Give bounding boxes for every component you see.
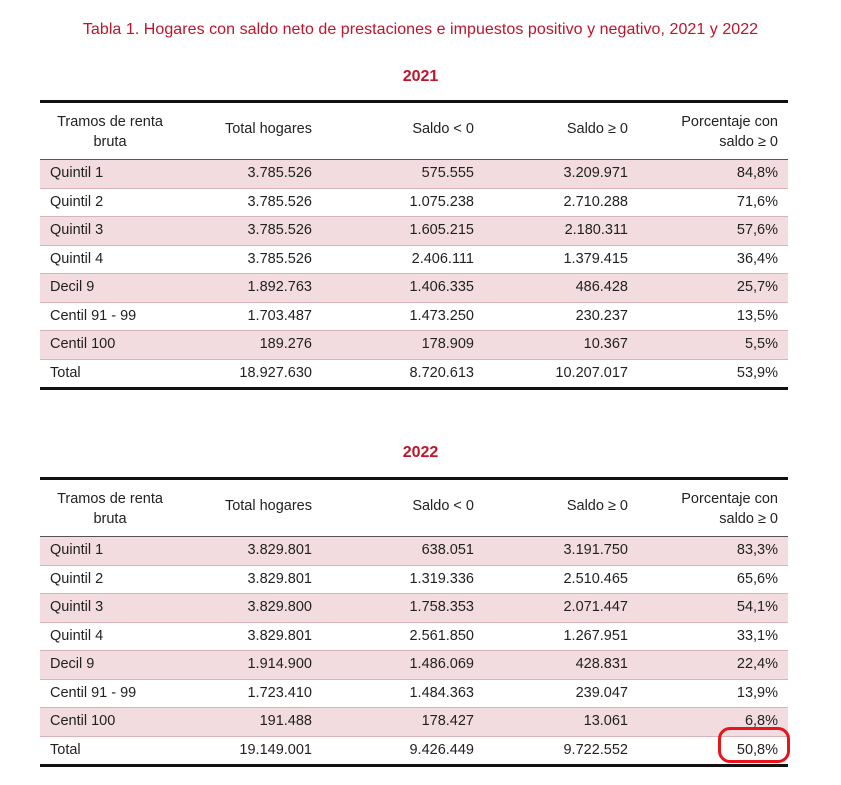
cell-saldo-positivo: 10.367 [583,336,628,352]
cell-porcentaje: 57,6% [736,222,778,238]
header-total-hogares: Total hogares [224,121,312,137]
cell-tramo: Quintil 3 [50,222,104,238]
table-row [40,160,788,189]
table-row [40,566,788,595]
cell-tramo: Quintil 1 [50,542,104,558]
table-row [40,331,788,360]
header-total-hogares: Total hogares [224,498,312,514]
cell-saldo-positivo: 9.722.552 [563,741,628,758]
cell-porcentaje: 13,5% [736,307,778,324]
cell-total-hogares: 3.829.800 [247,599,312,615]
cell-porcentaje: 83,3% [736,542,778,558]
table-title: Tabla 1. Hogares con saldo neto de prestaciones e impuestos positivo y negativo, 2021 y 2022 [82,21,759,38]
cell-total-hogares: 3.785.526 [247,250,312,267]
cell-total-hogares: 1.914.900 [247,656,312,672]
header-porcentaje [640,112,778,152]
cell-porcentaje: 33,1% [736,627,778,644]
cell-total-hogares: 1.703.487 [247,307,312,324]
cell-saldo-negativo: 1.075.238 [409,193,474,210]
cell-saldo-negativo: 1.484.363 [409,684,474,701]
cell-total-hogares: 191.488 [259,713,312,729]
cell-saldo-negativo: 1.486.069 [409,656,474,672]
header-tramos-line2: bruta [93,134,127,150]
cell-porcentaje: 71,6% [736,193,778,210]
header-porcentaje-line2: saldo ≥ 0 [719,134,778,150]
table-row [40,217,788,246]
cell-saldo-negativo: 575.555 [421,165,474,181]
table-row [40,189,788,218]
cell-porcentaje: 13,9% [736,684,778,701]
cell-saldo-negativo: 1.473.250 [409,307,474,324]
cell-total-hogares: 3.785.526 [247,222,312,238]
total-row [40,360,788,388]
cell-saldo-positivo: 239.047 [575,684,628,701]
table-row [40,274,788,303]
cell-total-hogares: 19.149.001 [239,741,312,758]
cell-total-hogares: 189.276 [259,336,312,352]
cell-porcentaje: 54,1% [736,599,778,615]
cell-porcentaje: 6,8% [744,713,778,729]
table-row [40,537,788,566]
cell-saldo-positivo: 428.831 [575,656,628,672]
table-row [40,651,788,680]
table-row [40,708,788,737]
cell-tramo: Centil 91 - 99 [50,684,137,701]
cell-saldo-negativo: 8.720.613 [409,364,474,381]
cell-total-hogares: 3.785.526 [247,165,312,181]
cell-saldo-negativo: 2.406.111 [411,250,474,267]
cell-total-hogares: 3.829.801 [247,627,312,644]
header-tramos-line1: Tramos de renta [57,491,163,507]
cell-saldo-positivo: 3.209.971 [563,165,628,181]
cell-total-hogares: 3.829.801 [247,570,312,587]
cell-total-hogares: 3.785.526 [247,193,312,210]
header-porcentaje-line1: Porcentaje con [681,491,778,507]
cell-total-hogares: 1.892.763 [247,279,312,295]
header-tramos [40,489,180,529]
cell-saldo-negativo: 1.758.353 [409,599,474,615]
cell-saldo-negativo: 1.319.336 [409,570,474,587]
table-row [40,680,788,709]
cell-saldo-positivo: 2.180.311 [564,222,628,238]
total-row [40,737,788,765]
cell-saldo-positivo: 2.071.447 [563,599,628,615]
header-saldo-negativo: Saldo < 0 [412,121,474,137]
cell-tramo: Quintil 4 [50,627,104,644]
cell-saldo-positivo: 230.237 [575,307,628,324]
table-header [40,103,788,160]
table-body [40,537,788,764]
cell-porcentaje: 25,7% [736,279,778,295]
header-tramos-line1: Tramos de renta [57,114,163,130]
table-row [40,246,788,275]
cell-saldo-positivo: 1.267.951 [563,627,628,644]
cell-saldo-positivo: 3.191.750 [563,542,628,558]
table-header [40,480,788,537]
cell-saldo-negativo: 638.051 [421,542,474,558]
header-saldo-negativo: Saldo < 0 [412,498,474,514]
header-tramos [40,112,180,152]
cell-porcentaje: 5,5% [744,336,778,352]
cell-porcentaje: 65,6% [736,570,778,587]
cell-saldo-negativo: 178.909 [421,336,474,352]
cell-tramo: Total [50,364,81,381]
table-row [40,303,788,332]
cell-tramo: Quintil 2 [50,570,104,587]
cell-tramo: Centil 91 - 99 [50,307,137,324]
year-heading-2022: 2022 [402,444,439,461]
header-saldo-positivo: Saldo ≥ 0 [566,498,628,514]
cell-saldo-negativo: 1.406.335 [409,279,474,295]
cell-total-hogares: 18.927.630 [239,364,312,381]
cell-porcentaje: 36,4% [736,250,778,267]
data-table-2022 [40,477,788,767]
table-row [40,594,788,623]
cell-porcentaje: 50,8% [736,741,778,758]
cell-saldo-positivo: 486.428 [575,279,628,295]
header-porcentaje-line1: Porcentaje con [681,114,778,130]
cell-saldo-positivo: 2.510.465 [563,570,628,587]
cell-saldo-negativo: 2.561.850 [409,627,474,644]
cell-porcentaje: 22,4% [736,656,778,672]
cell-tramo: Total [50,741,81,758]
cell-total-hogares: 1.723.410 [247,684,312,701]
cell-saldo-positivo: 2.710.288 [563,193,628,210]
cell-saldo-negativo: 178.427 [421,713,474,729]
cell-porcentaje: 53,9% [736,364,778,381]
header-tramos-line2: bruta [93,511,127,527]
cell-saldo-negativo: 9.426.449 [409,741,474,758]
table-body [40,160,788,387]
highlight-circle-annotation [718,727,790,763]
header-porcentaje [640,489,778,529]
cell-tramo: Decil 9 [50,656,95,672]
header-saldo-positivo: Saldo ≥ 0 [566,121,628,137]
cell-tramo: Centil 100 [50,713,116,729]
year-heading-2021: 2021 [402,68,439,85]
cell-tramo: Quintil 3 [50,599,104,615]
cell-tramo: Quintil 1 [50,165,104,181]
cell-saldo-negativo: 1.605.215 [409,222,474,238]
cell-saldo-positivo: 13.061 [583,713,628,729]
cell-porcentaje: 84,8% [736,165,778,181]
cell-total-hogares: 3.829.801 [247,542,312,558]
cell-tramo: Decil 9 [50,279,95,295]
data-table-2021 [40,100,788,390]
cell-saldo-positivo: 1.379.415 [563,250,628,267]
cell-tramo: Quintil 4 [50,250,104,267]
header-porcentaje-line2: saldo ≥ 0 [719,511,778,527]
cell-saldo-positivo: 10.207.017 [555,364,628,381]
cell-tramo: Quintil 2 [50,193,104,210]
table-row [40,623,788,652]
cell-tramo: Centil 100 [50,336,116,352]
